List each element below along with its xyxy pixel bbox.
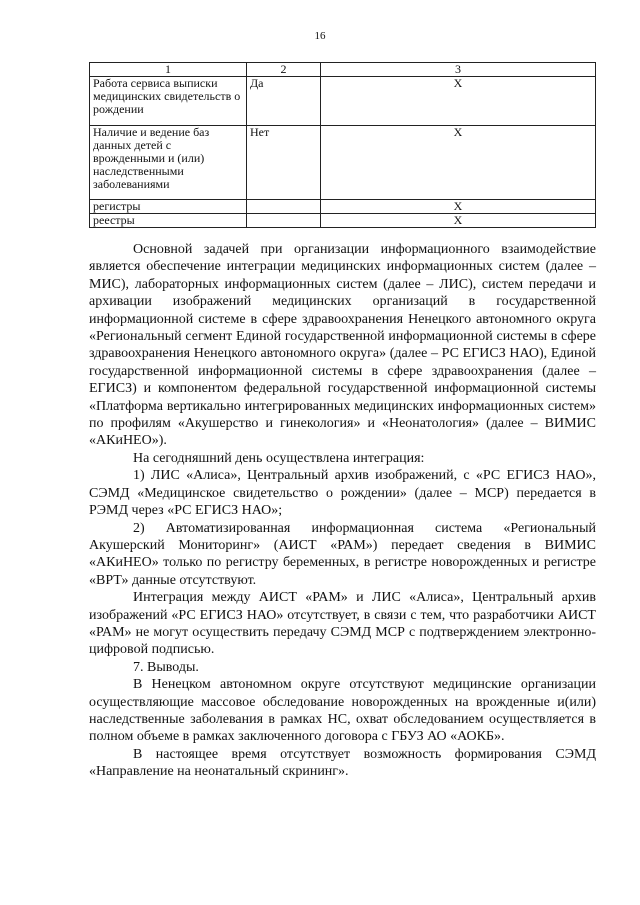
page-number: 16 [314,30,326,42]
table-row [90,214,596,228]
table-header-cell: 2 [247,63,321,77]
table-cell: Работа сервиса выписки медицинских свидетельств о рождении [90,77,247,126]
integration-table [89,62,596,228]
paragraph: В настоящее время отсутствует возможность формирования СЭМД «Направление на неонатальный скрининг». [89,746,596,780]
paragraph: 1) ЛИС «Алиса», Центральный архив изображений, с «РС ЕГИСЗ НАО», СЭМД «Медицинское свидетельство о рождении» (далее – МСР) передается в РЭМД через «РС ЕГИСЗ НАО»; [89,468,596,519]
table-cell: X [321,200,596,214]
paragraph: Интеграция между АИСТ «РАМ» и ЛИС «Алиса», Центральный архив изображений «РС ЕГИСЗ НАО» отсутствует, в связи с тем, что разработчики АИСТ «РАМ» не могут осуществить передачу СЭМД МСР с подтверждением электронно-цифровой подписью. [89,590,596,658]
table-cell: регистры [90,200,247,214]
table-cell: Да [247,77,321,126]
document-body [89,241,596,781]
table-cell: Нет [247,126,321,200]
paragraph: Основной задачей при организации информационного взаимодействие является обеспечение интеграции медицинских информационных систем (далее – МИС), лабораторных информационных систем (далее – ЛИС), систем передачи и архивации изображений медицинских организаций в государственной информационной системе в сфере здравоохранения Ненецкого автономного округа «Региональный сегмент Единой государственной информационной системы в сфере здравоохранения Ненецкого автономного округа» (далее – РС ЕГИСЗ НАО), Единой государственной информационной системы в сфере здравоохранения (далее – ЕГИСЗ) и компонентом федеральной государственной информационной системы «Платформа вертикально интегрированных медицинских информационных систем» по профилям «Акушерство и гинекология» и «Неонатология» (далее – ВИМИС «АКиНЕО»). [89,242,596,449]
section-heading: 7. Выводы. [133,659,199,675]
paragraph: На сегодняшний день осуществлена интеграция: [133,450,425,466]
paragraph: 2) Автоматизированная информационная система «Региональный Акушерский Мониторинг» (АИСТ «РАМ») передает сведения в ВИМИС «АКиНЕО» только по регистру беременных, в регистре новорожденных и регистре «ВРТ» данные отсутствуют. [89,520,596,588]
table-header-cell: 1 [90,63,247,77]
table-row [90,126,596,200]
table-row [90,77,596,126]
table-cell [247,214,321,228]
table-cell: Наличие и ведение баз данных детей с врожденными и (или) наследственными заболеваниями [90,126,247,200]
paragraph: В Ненецком автономном округе отсутствуют медицинские организации осуществляющие массовое обследование новорожденных на врожденные и(или) наследственные заболевания в рамках НС, охват обследованием осуществляется в полном объеме в рамках заключенного договора с ГБУЗ АО «АОКБ». [89,677,596,745]
table-cell [247,200,321,214]
table-cell: X [321,77,596,126]
table-cell: X [321,214,596,228]
table-cell: X [321,126,596,200]
table-header-cell: 3 [321,63,596,77]
table-row [90,200,596,214]
table-header-row [90,63,596,77]
table-cell: реестры [90,214,247,228]
